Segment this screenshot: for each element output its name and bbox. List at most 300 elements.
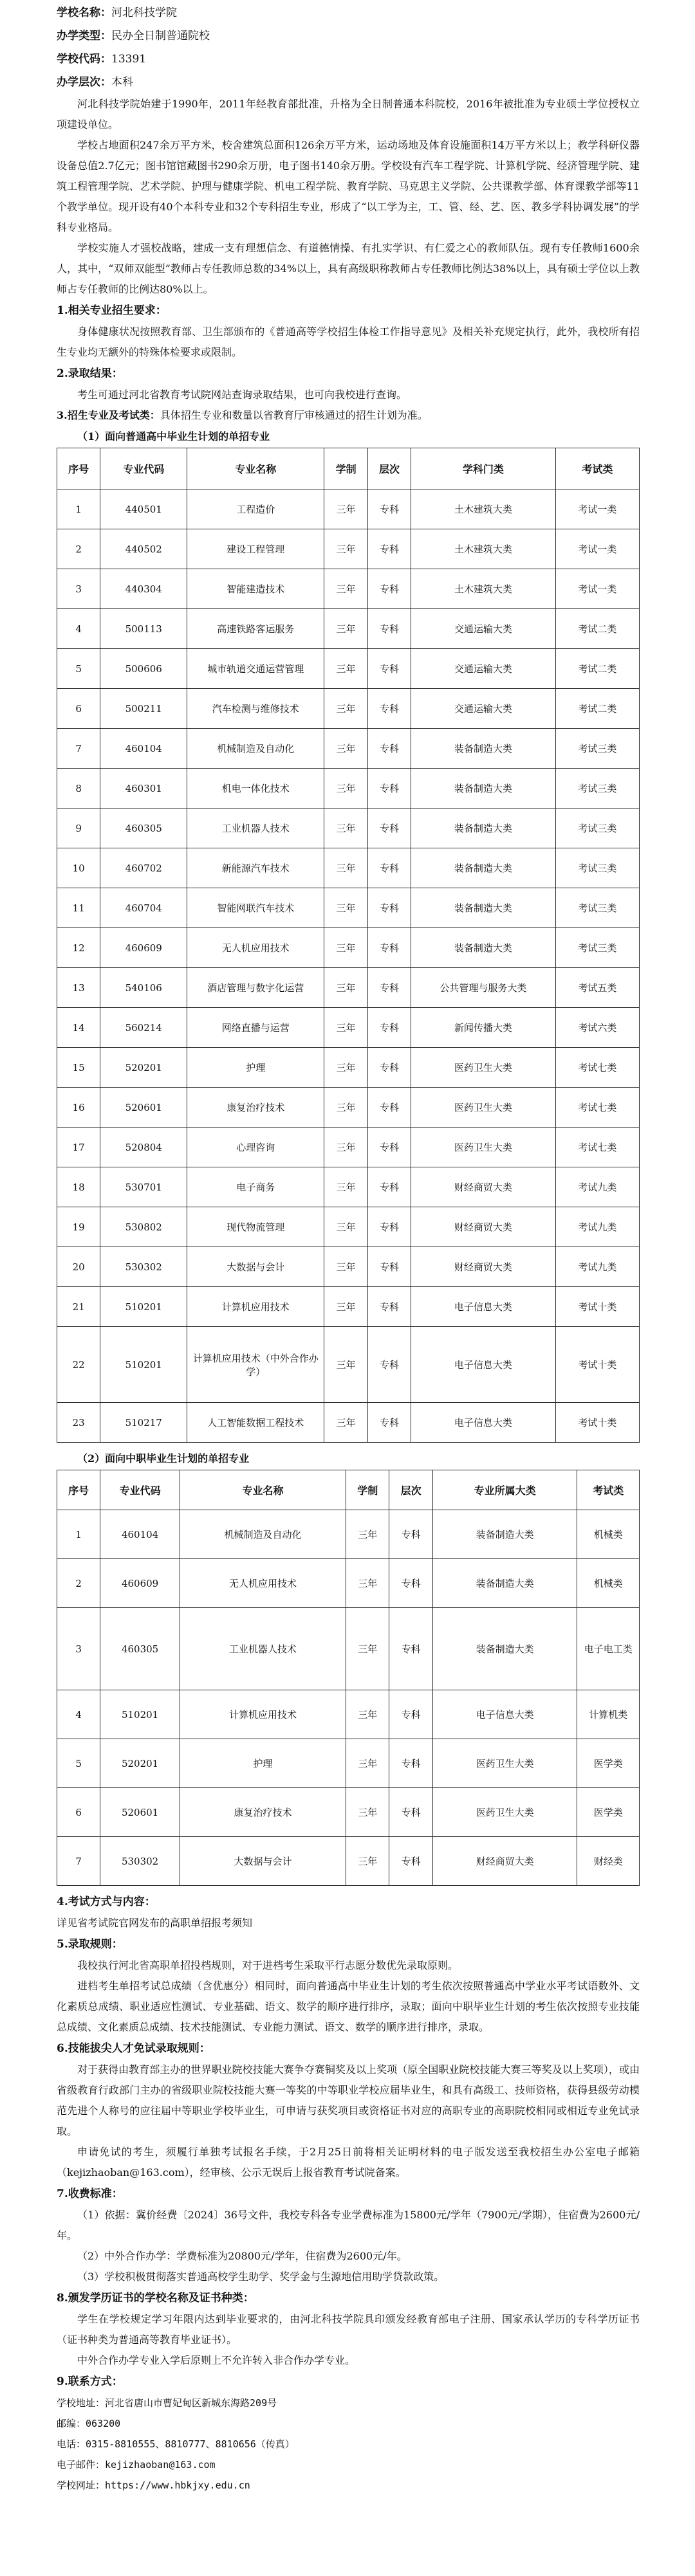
table-cell: 装备制造大类	[432, 1559, 577, 1608]
table-cell: 520804	[100, 1128, 187, 1167]
table-cell: 专科	[367, 1008, 411, 1048]
table-cell: 土木建筑大类	[411, 529, 556, 569]
section-text: 考生可通过河北省教育考试院网站查询录取结果，也可向我校进行查询。	[77, 388, 407, 401]
table-cell: 460305	[100, 808, 187, 848]
table-cell: 护理	[187, 1048, 324, 1088]
table-cell: 交通运输大类	[411, 689, 556, 729]
table-cell: 考试七类	[555, 1128, 639, 1167]
table-cell: 460301	[100, 769, 187, 808]
school-level-label: 办学层次：	[57, 76, 111, 89]
table-cell: 考试九类	[555, 1167, 639, 1207]
table-row	[57, 1559, 640, 1608]
subsection-title: （1）面向普通高中毕业生计划的单招专业	[77, 430, 270, 443]
table-row	[57, 769, 640, 808]
table-cell: 电子信息大类	[411, 1403, 556, 1443]
table-cell: 530701	[100, 1167, 187, 1207]
table-cell: 机械制造及自动化	[180, 1510, 346, 1559]
table-cell: 考试十类	[555, 1327, 639, 1403]
table-cell: 高速铁路客运服务	[187, 609, 324, 649]
table-cell: 9	[57, 808, 100, 848]
table-cell: 510217	[100, 1403, 187, 1443]
table-row	[57, 1788, 640, 1837]
table-cell: 专科	[367, 1207, 411, 1247]
table-cell: 22	[57, 1327, 100, 1403]
school-level-value: 本科	[111, 76, 133, 89]
table-cell: 21	[57, 1287, 100, 1327]
table-cell: 12	[57, 928, 100, 968]
table-cell: 机电一体化技术	[187, 769, 324, 808]
table-cell: 专科	[389, 1690, 432, 1739]
section-title: 6.技能拔尖人才免试录取规则：	[57, 2042, 210, 2055]
table-cell: 18	[57, 1167, 100, 1207]
table-cell: 装备制造大类	[411, 769, 556, 808]
table-cell: 建设工程管理	[187, 529, 324, 569]
table-row	[57, 1287, 640, 1327]
table-cell: 考试十类	[555, 1287, 639, 1327]
table-cell: 新能源汽车技术	[187, 848, 324, 888]
section-text: 中外合作办学专业入学后原则上不允许转入非合作办学专业。	[77, 2354, 356, 2366]
table-cell: 530302	[100, 1247, 187, 1287]
table-cell: 计算机应用技术	[187, 1287, 324, 1327]
table-cell: 工程造价	[187, 489, 324, 529]
table-cell: 城市轨道交通运营管理	[187, 649, 324, 689]
table-cell: 装备制造大类	[411, 848, 556, 888]
table-cell: 500113	[100, 609, 187, 649]
section-title: 2.录取结果：	[57, 367, 123, 380]
fee-item: （3）学校积极贯彻落实普通高校学生助学、奖学金与生源地信用助学贷款政策。	[77, 2270, 445, 2283]
table-cell: 三年	[324, 529, 367, 569]
table-cell: 网络直播与运营	[187, 1008, 324, 1048]
fee-item: （2）中外合作办学：学费标准为20800元/学年，住宿费为2600元/年。	[77, 2250, 407, 2262]
school-code-value: 13391	[111, 53, 147, 66]
table-cell: 无人机应用技术	[180, 1559, 346, 1608]
table-cell: 520201	[100, 1739, 180, 1788]
table-cell: 520601	[100, 1088, 187, 1128]
table-cell: 三年	[346, 1837, 389, 1886]
table-cell: 电子信息大类	[432, 1690, 577, 1739]
fee-item: （1）依据：冀价经费〔2024〕36号文件，我校专科各专业学费标准为15800元/学年（7900元/学期），住宿费为2600元/年。	[57, 2209, 640, 2242]
table-cell: 专科	[367, 1128, 411, 1167]
table-row	[57, 848, 640, 888]
table-cell: 三年	[324, 1403, 367, 1443]
contact-postcode: 邮编：063200	[57, 2418, 121, 2429]
table-cell: 汽车检测与维修技术	[187, 689, 324, 729]
table-cell: 三年	[324, 489, 367, 529]
table-cell: 23	[57, 1403, 100, 1443]
table-cell: 医药卫生大类	[411, 1128, 556, 1167]
table-cell: 专科	[367, 1327, 411, 1403]
table-cell: 13	[57, 968, 100, 1008]
table-cell: 专科	[389, 1739, 432, 1788]
table-cell: 19	[57, 1207, 100, 1247]
table-cell: 考试九类	[555, 1247, 639, 1287]
table-cell: 460104	[100, 1510, 180, 1559]
school-type-value: 民办全日制普通院校	[111, 30, 210, 42]
section-title: 1.相关专业招生要求：	[57, 304, 167, 317]
table-cell: 530302	[100, 1837, 180, 1886]
table-cell: 560214	[100, 1008, 187, 1048]
table-cell: 16	[57, 1088, 100, 1128]
contact-phone: 电话：0315-8810555、8810777、8810656（传真）	[57, 2438, 295, 2450]
table-row	[57, 1837, 640, 1886]
table-cell: 7	[57, 729, 100, 769]
table-cell: 三年	[324, 888, 367, 928]
table-row	[57, 1690, 640, 1739]
table-row	[57, 1008, 640, 1048]
table-cell: 智能建造技术	[187, 569, 324, 609]
section-text: 学生在学校规定学习年限内达到毕业要求的，由河北科技学院具印颁发经教育部电子注册、国家承认学历的专科学历证书（证书种类为普通高等教育毕业证书）。	[57, 2313, 640, 2346]
table-cell: 财经类	[577, 1837, 640, 1886]
section-title: 3.招生专业及考试类：	[57, 409, 160, 421]
table-cell: 考试三类	[555, 928, 639, 968]
table-row	[57, 1207, 640, 1247]
school-code-line	[57, 48, 640, 71]
table-cell: 530802	[100, 1207, 187, 1247]
table-cell: 医药卫生大类	[411, 1088, 556, 1128]
table-cell: 大数据与会计	[187, 1247, 324, 1287]
table-cell: 460609	[100, 928, 187, 968]
table-cell: 考试二类	[555, 609, 639, 649]
header-cell: 学科门类	[411, 448, 556, 489]
table-cell: 510201	[100, 1287, 187, 1327]
table-cell: 心理咨询	[187, 1128, 324, 1167]
table-cell: 三年	[324, 1167, 367, 1207]
table-cell: 装备制造大类	[411, 928, 556, 968]
section-text: 我校执行河北省高职单招投档规则，对于进档考生采取平行志愿分数优先录取原则。	[77, 1959, 459, 1971]
table-cell: 三年	[324, 1247, 367, 1287]
table-cell: 电子信息大类	[411, 1287, 556, 1327]
table-cell: 计算机类	[577, 1690, 640, 1739]
table-cell: 460704	[100, 888, 187, 928]
table-cell: 考试六类	[555, 1008, 639, 1048]
table-general-highschool	[57, 448, 640, 1443]
header-cell: 考试类	[577, 1470, 640, 1510]
table-cell: 17	[57, 1128, 100, 1167]
table-cell: 专科	[367, 769, 411, 808]
table-cell: 考试五类	[555, 968, 639, 1008]
table-cell: 专科	[367, 1287, 411, 1327]
table-cell: 酒店管理与数字化运营	[187, 968, 324, 1008]
section-title: 5.录取规则：	[57, 1938, 123, 1951]
table-cell: 三年	[324, 1327, 367, 1403]
table-row	[57, 689, 640, 729]
contact-address: 学校地址：河北省唐山市曹妃甸区新城东海路209号	[57, 2397, 277, 2409]
table-vocational	[57, 1470, 640, 1886]
table-cell: 专科	[367, 968, 411, 1008]
table-cell: 7	[57, 1837, 100, 1886]
school-level-line	[57, 71, 640, 94]
table-row	[57, 1327, 640, 1403]
table-cell: 三年	[324, 1207, 367, 1247]
table-cell: 460104	[100, 729, 187, 769]
table-cell: 三年	[324, 1008, 367, 1048]
table-cell: 6	[57, 1788, 100, 1837]
table-cell: 考试三类	[555, 888, 639, 928]
header-cell: 专业所属大类	[432, 1470, 577, 1510]
subsection-title: （2）面向中职毕业生计划的单招专业	[77, 1452, 250, 1465]
table-cell: 三年	[346, 1510, 389, 1559]
header-cell: 专业代码	[100, 448, 187, 489]
table-row	[57, 1128, 640, 1167]
table-cell: 三年	[324, 808, 367, 848]
table-cell: 专科	[367, 609, 411, 649]
table-cell: 4	[57, 609, 100, 649]
table-cell: 装备制造大类	[411, 888, 556, 928]
table-cell: 土木建筑大类	[411, 489, 556, 529]
table-cell: 460305	[100, 1608, 180, 1690]
table-row	[57, 1608, 640, 1690]
table-row	[57, 609, 640, 649]
section-text: 详见省考试院官网发布的高职单招报考须知	[57, 1917, 253, 1929]
table-cell: 考试十类	[555, 1403, 639, 1443]
table-cell: 考试一类	[555, 569, 639, 609]
table-cell: 440502	[100, 529, 187, 569]
table-cell: 1	[57, 1510, 100, 1559]
table-cell: 护理	[180, 1739, 346, 1788]
table-cell: 8	[57, 769, 100, 808]
table-cell: 专科	[367, 569, 411, 609]
table-cell: 考试三类	[555, 769, 639, 808]
table-cell: 3	[57, 569, 100, 609]
table-row	[57, 888, 640, 928]
school-code-label: 学校代码：	[57, 53, 111, 66]
table-cell: 三年	[324, 848, 367, 888]
table-cell: 装备制造大类	[411, 729, 556, 769]
table-cell: 考试七类	[555, 1088, 639, 1128]
table-cell: 三年	[324, 729, 367, 769]
table-cell: 康复治疗技术	[180, 1788, 346, 1837]
table-cell: 510201	[100, 1327, 187, 1403]
table-cell: 专科	[367, 529, 411, 569]
header-cell: 专业名称	[180, 1470, 346, 1510]
table-header-row	[57, 1470, 640, 1510]
table-cell: 440501	[100, 489, 187, 529]
table-cell: 三年	[324, 1048, 367, 1088]
table-row	[57, 1403, 640, 1443]
table-cell: 交通运输大类	[411, 609, 556, 649]
table-cell: 440304	[100, 569, 187, 609]
table-cell: 财经商贸大类	[432, 1837, 577, 1886]
section-title: 4.考试方式与内容：	[57, 1895, 156, 1908]
section-3-line	[57, 405, 640, 426]
table-cell: 机械制造及自动化	[187, 729, 324, 769]
header-cell: 层次	[389, 1470, 432, 1510]
table-cell: 三年	[346, 1608, 389, 1690]
school-name-value: 河北科技学院	[111, 6, 177, 19]
table-cell: 三年	[324, 1128, 367, 1167]
table-cell: 专科	[367, 1403, 411, 1443]
table-cell: 电子商务	[187, 1167, 324, 1207]
table-cell: 三年	[324, 569, 367, 609]
table-cell: 装备制造大类	[432, 1608, 577, 1690]
table-cell: 工业机器人技术	[180, 1608, 346, 1690]
table-cell: 三年	[324, 968, 367, 1008]
table-row	[57, 1247, 640, 1287]
table-row	[57, 1739, 640, 1788]
table-cell: 三年	[324, 649, 367, 689]
table-cell: 专科	[389, 1608, 432, 1690]
table-row	[57, 808, 640, 848]
table-cell: 大数据与会计	[180, 1837, 346, 1886]
school-type-label: 办学类型：	[57, 30, 111, 42]
table-cell: 14	[57, 1008, 100, 1048]
school-type-line	[57, 24, 640, 48]
header-cell: 序号	[57, 448, 100, 489]
table-row	[57, 1088, 640, 1128]
table-header-row	[57, 448, 640, 489]
table-cell: 520601	[100, 1788, 180, 1837]
table-cell: 2	[57, 1559, 100, 1608]
table-cell: 公共管理与服务大类	[411, 968, 556, 1008]
table-cell: 20	[57, 1247, 100, 1287]
table-cell: 专科	[367, 848, 411, 888]
table-cell: 三年	[324, 1088, 367, 1128]
table-cell: 15	[57, 1048, 100, 1088]
table-cell: 医学类	[577, 1739, 640, 1788]
table-cell: 专科	[389, 1788, 432, 1837]
table-cell: 4	[57, 1690, 100, 1739]
header-cell: 学制	[346, 1470, 389, 1510]
table-cell: 5	[57, 649, 100, 689]
header-cell: 专业代码	[100, 1470, 180, 1510]
section-title: 9.联系方式：	[57, 2375, 123, 2388]
table-cell: 考试一类	[555, 489, 639, 529]
table-cell: 机械类	[577, 1510, 640, 1559]
section-text: 申请免试的考生，须履行单独考试报名手续，于2月25日前将相关证明材料的电子版发送至我校招生办公室电子邮箱（kejizhaoban@163.com），经审核、公示无误后上报省教育考试院备案。	[57, 2146, 640, 2179]
table-cell: 三年	[324, 928, 367, 968]
table-cell: 电子信息大类	[411, 1327, 556, 1403]
table-cell: 医药卫生大类	[411, 1048, 556, 1088]
section-text: 具体招生专业和数量以省教育厅审核通过的招生计划为准。	[160, 409, 428, 421]
school-name-label: 学校名称：	[57, 6, 111, 19]
table-cell: 机械类	[577, 1559, 640, 1608]
header-cell: 层次	[367, 448, 411, 489]
table-cell: 考试九类	[555, 1207, 639, 1247]
table-cell: 520201	[100, 1048, 187, 1088]
table-cell: 新闻传播大类	[411, 1008, 556, 1048]
table-cell: 500211	[100, 689, 187, 729]
table-cell: 专科	[389, 1510, 432, 1559]
table-cell: 财经商贸大类	[411, 1167, 556, 1207]
table-row	[57, 968, 640, 1008]
intro-paragraph: 学校占地面积247余万平方米，校舍建筑总面积126余万平方米，运动场地及体育设施面积14万平方米以上；教学科研仪器设备总值2.7亿元；图书馆馆藏图书290余万册，电子图书140余万册。学校设有汽车工程学院、计算机学院、经济管理学院、建筑工程管理学院、艺术学院、护理与健康学院、机电工程学院、教育学院、马克思主义学院、公共课教学部、体育课教学部等11个教学单位。现开设有40个本科专业和32个专科招生专业，形成了“以工学为主，工、管、经、艺、医、教多学科协调发展”的学科专业格局。	[57, 139, 640, 233]
table-cell: 专科	[367, 808, 411, 848]
table-cell: 考试三类	[555, 729, 639, 769]
table-cell: 三年	[346, 1690, 389, 1739]
table-cell: 6	[57, 689, 100, 729]
contact-website[interactable]: 学校网址：https://www.hbkjxy.edu.cn	[57, 2480, 250, 2491]
table-cell: 财经商贸大类	[411, 1247, 556, 1287]
section-text: 进档考生单招考试总成绩（含优惠分）相同时，面向普通高中毕业生计划的考生依次按照普通高中学业水平考试语数外、文化素质总成绩、职业适应性测试、专业基础、语文、数学的顺序进行排序，录取；面向中职毕业生计划的考生依次按照专业技能总成绩、文化素质总成绩、技术技能测试、专业能力测试、语文、数学的顺序进行排序，录取。	[57, 1980, 640, 2033]
table-cell: 考试二类	[555, 649, 639, 689]
header-cell: 考试类	[555, 448, 639, 489]
table-cell: 医药卫生大类	[432, 1739, 577, 1788]
table-cell: 计算机应用技术（中外合作办学）	[187, 1327, 324, 1403]
table-cell: 500606	[100, 649, 187, 689]
table-cell: 现代物流管理	[187, 1207, 324, 1247]
table-cell: 专科	[367, 1247, 411, 1287]
table-cell: 智能网联汽车技术	[187, 888, 324, 928]
table-row	[57, 489, 640, 529]
table-cell: 460702	[100, 848, 187, 888]
table-cell: 540106	[100, 968, 187, 1008]
school-name-line	[57, 1, 640, 24]
table-cell: 专科	[367, 729, 411, 769]
contact-email[interactable]: 电子邮件：kejizhaoban@163.com	[57, 2459, 216, 2471]
table-cell: 考试三类	[555, 808, 639, 848]
table-cell: 专科	[389, 1837, 432, 1886]
table-cell: 专科	[367, 489, 411, 529]
table-cell: 三年	[346, 1559, 389, 1608]
table-cell: 考试二类	[555, 689, 639, 729]
table-cell: 康复治疗技术	[187, 1088, 324, 1128]
table-cell: 财经商贸大类	[411, 1207, 556, 1247]
table-cell: 装备制造大类	[432, 1510, 577, 1559]
table-row	[57, 1510, 640, 1559]
table-row	[57, 1167, 640, 1207]
table-cell: 人工智能数据工程技术	[187, 1403, 324, 1443]
table-cell: 专科	[367, 1088, 411, 1128]
header-cell: 专业名称	[187, 448, 324, 489]
table-cell: 医药卫生大类	[432, 1788, 577, 1837]
table-cell: 5	[57, 1739, 100, 1788]
table-row	[57, 649, 640, 689]
table-cell: 工业机器人技术	[187, 808, 324, 848]
section-title: 7.收费标准：	[57, 2188, 123, 2200]
table-cell: 医学类	[577, 1788, 640, 1837]
table-cell: 专科	[367, 888, 411, 928]
table-cell: 专科	[367, 928, 411, 968]
header-cell: 序号	[57, 1470, 100, 1510]
table-cell: 三年	[324, 689, 367, 729]
table-cell: 510201	[100, 1690, 180, 1739]
table-cell: 3	[57, 1608, 100, 1690]
table-cell: 土木建筑大类	[411, 569, 556, 609]
table-cell: 10	[57, 848, 100, 888]
table-cell: 考试一类	[555, 529, 639, 569]
table-row	[57, 529, 640, 569]
table-cell: 考试七类	[555, 1048, 639, 1088]
table-cell: 11	[57, 888, 100, 928]
table-cell: 1	[57, 489, 100, 529]
table-cell: 三年	[324, 1287, 367, 1327]
table-cell: 交通运输大类	[411, 649, 556, 689]
table-cell: 专科	[367, 689, 411, 729]
table-cell: 三年	[324, 769, 367, 808]
table-cell: 电子电工类	[577, 1608, 640, 1690]
table-cell: 2	[57, 529, 100, 569]
table-cell: 三年	[346, 1739, 389, 1788]
table-cell: 三年	[346, 1788, 389, 1837]
table-cell: 专科	[367, 1048, 411, 1088]
table-cell: 无人机应用技术	[187, 928, 324, 968]
table-row	[57, 928, 640, 968]
table-cell: 专科	[389, 1559, 432, 1608]
section-title: 8.颁发学历证书的学校名称及证书种类：	[57, 2292, 254, 2305]
table-cell: 三年	[324, 609, 367, 649]
table-row	[57, 1048, 640, 1088]
table-cell: 专科	[367, 649, 411, 689]
section-text: 身体健康状况按照教育部、卫生部颁布的《普通高等学校招生体检工作指导意见》及相关补充规定执行，此外，我校所有招生专业均无额外的特殊体检要求或限制。	[57, 325, 640, 358]
table-cell: 装备制造大类	[411, 808, 556, 848]
table-cell: 专科	[367, 1167, 411, 1207]
header-cell: 学制	[324, 448, 367, 489]
section-text: 对于获得由教育部主办的世界职业院校技能大赛争夺赛铜奖及以上奖项（原全国职业院校技能大赛三等奖及以上奖项），或由省级教育行政部门主办的省级职业院校技能大赛一等奖的中等职业学校应届毕业生，和具有高级工、技师资格，获得县级劳动模范先进个人称号的应往届中等职业学校毕业生，可申请与获奖项目或资格证书对应的高职专业的高职院校相同或相近专业免试录取。	[57, 2063, 640, 2137]
intro-paragraph: 学校实施人才强校战略，建成一支有理想信念、有道德情操、有扎实学识、有仁爱之心的教师队伍。现有专任教师1600余人，其中，“双师双能型”教师占专任教师总数的34%以上，具有高级职称教师占专任教师比例达38%以上，具有硕士学位以上教师占专任教师的比例达80%以上。	[57, 242, 640, 295]
table-cell: 考试三类	[555, 848, 639, 888]
table-row	[57, 729, 640, 769]
table-cell: 460609	[100, 1559, 180, 1608]
